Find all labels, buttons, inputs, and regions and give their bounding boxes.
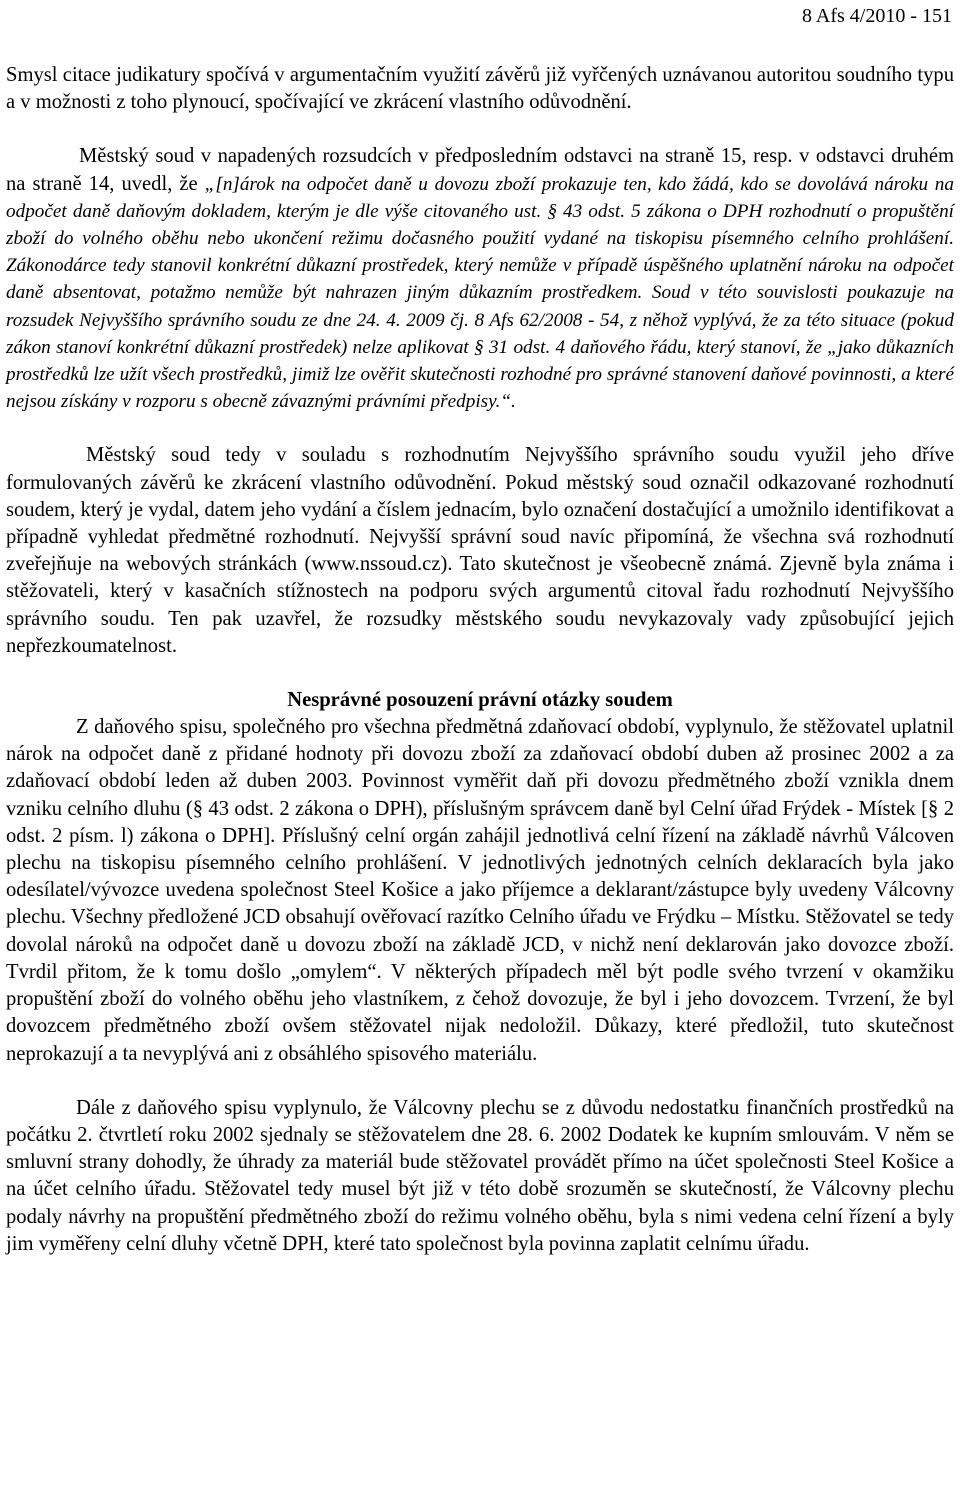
paragraph-additional-facts: Dále z daňového spisu vyplynulo, že Válcovny plechu se z důvodu nedostatku finančních prostředků na počátku 2. čtvrtletí roku 2002 sjednaly se stěžovatelem dne 28. 6. 2002 Dodatek ke kupním smlouvám. V něm se smluvní strany dohodly, že úhrady za materiál bude stěžovatel provádět přímo na účet společnosti Steel Košice a na účet celního úřadu. Stěžovatel tedy musel být již v této době srozuměn se skutečností, že Válcovny plechu podaly návrhy na propuštění předmětného zboží do režimu volného oběhu, byla s nimi vedena celní řízení a byly jim vyměřeny celní dluhy včetně DPH, které tato společnost byla povinna zaplatit celnímu úřadu. [6, 1096, 954, 1255]
case-reference-header: 8 Afs 4/2010 - 151 [802, 5, 952, 27]
paragraph-lead-text: Městský soud v napadených rozsudcích v předposledním odstavci na straně 15, resp. v odstavci druhém na straně 14, uvedl, že [6, 145, 954, 195]
paragraph-city-court-quote [6, 143, 954, 415]
paragraph-citation-purpose: Smysl citace judikatury spočívá v argumentačním využití závěrů již vyřčených uznávanou autoritou soudního typu a v možnosti z toho plynoucí, spočívající ve zkrácení vlastního odůvodnění. [6, 64, 954, 114]
quoted-judgment-text: „[n]árok na odpočet daně u dovozu zboží prokazuje ten, kdo žádá, kdo se dovolává nároku na odpočet daně daňovým dokladem, kterým je dle výše citovaného ust. § 43 odst. 5 zákona o DPH rozhodnutí o propuštění zboží do volného oběhu nebo ukončení režimu dočasného použití vydané na tiskopisu písemného celního prohlášení. Zákonodárce tedy stanovil konkrétní důkazní prostředek, který nemůže v případě úspěšného uplatnění nároku na odpočet daně absentovat, potažmo nemůže být nahrazen jiným důkazním prostředkem. Soud v této souvislosti poukazuje na rozsudek Nejvyššího správního soudu ze dne 24. 4. 2009 čj. 8 Afs 62/2008 - 54, z něhož vyplývá, že za této situace (pokud zákon stanoví konkrétní důkazní prostředek) nelze aplikovat § 31 odst. 4 daňového řádu, který stanoví, že „jako důkazních prostředků lze užít všech prostředků, jimiž lze ověřit skutečnosti rozhodné pro správné stanovení daňové povinnosti, a které nejsou získány v rozporu s obecně závaznými právními předpisy.“. [6, 173, 954, 413]
document-body [6, 62, 954, 1258]
paragraph-court-conclusion: Městský soud tedy v souladu s rozhodnutím Nejvyššího správního soudu využil jeho dříve formulovaných závěrů ke zkrácení vlastního odůvodnění. Pokud městský soud označil odkazované rozhodnutí soudem, který je vydal, datem jeho vydání a číslem jednacím, bylo označení dostačující a umožnilo identifikovat a případně vyhledat předmětné rozhodnutí. Nejvyšší správní soud navíc připomíná, že všechna svá rozhodnutí zveřejňuje na webových stránkách (www.nssoud.cz). Tato skutečnost je všeobecně známá. Zjevně byla známa i stěžovateli, který v kasačních stížnostech na podporu svých argumentů citoval řadu rozhodnutí Nejvyššího správního soudu. Ten pak uzavřel, že rozsudky městského soudu nevykazovaly vady způsobující jejich nepřezkoumatelnost. [6, 444, 954, 657]
paragraph-tax-file-facts: Z daňového spisu, společného pro všechna předmětná zdaňovací období, vyplynulo, že stěžovatel uplatnil nárok na odpočet daně z přidané hodnoty při dovozu zboží za zdaňovací období duben až prosinec 2002 a za zdaňovací období leden až duben 2003. Povinnost vyměřit daň při dovozu předmětného zboží vznikla dnem vzniku celního dluhu (§ 43 odst. 2 zákona o DPH), příslušným správcem daně byl Celní úřad Frýdek - Místek [§ 2 odst. 2 písm. l) zákona o DPH]. Příslušný celní orgán zahájil jednotlivá celní řízení na základě návrhů Válcoven plechu na tiskopisu písemného celního prohlášení. V jednotlivých jednotných celních deklaracích byla jako odesílatel/vývozce uvedena společnost Steel Košice a jako příjemce a deklarant/zástupce byly uvedeny Válcovny plechu. Všechny předložené JCD obsahují ověřovací razítko Celního úřadu ve Frýdku – Místku. Stěžovatel se tedy dovolal nároků na odpočet daně u dovozu zboží na základě JCD, v nichž není deklarován jako dovozce zboží. Tvrdil přitom, že k tomu došlo „omylem“. V některých případech měl být podle svého tvrzení v okamžiku propuštění zboží do volného oběhu jeho vlastníkem, z čehož dovozuje, že byl i jeho dovozcem. Tvrzení, že byl dovozcem předmětného zboží ovšem stěžovatel nijak nedoložil. Důkazy, které předložil, tuto skutečnost neprokazují a ta nevyplývá ani z obsáhlého spisového materiálu. [6, 716, 954, 1065]
section-heading: Nesprávné posouzení právní otázky soudem [287, 689, 673, 712]
